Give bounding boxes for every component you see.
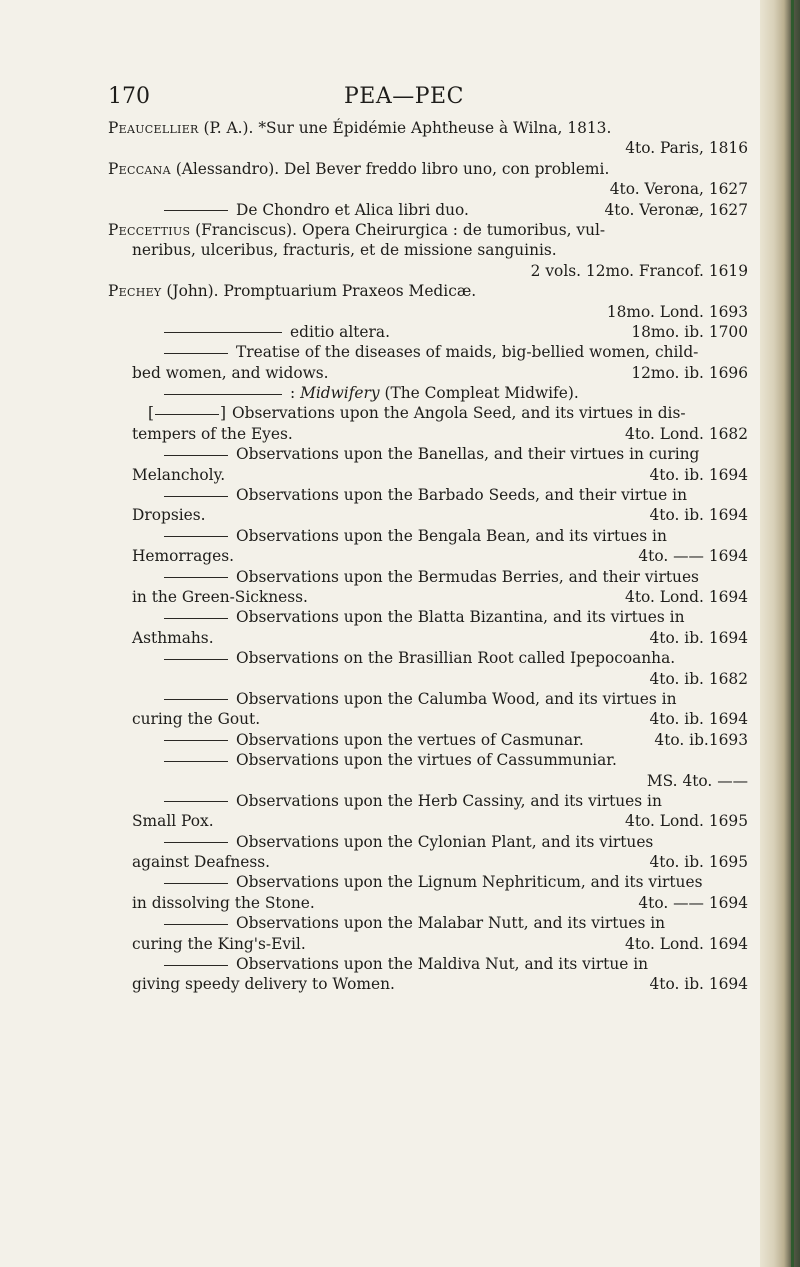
catalogue-entry [108, 607, 748, 648]
entry-text: (John). Promptuarium Praxeos Medicæ. [161, 282, 477, 301]
author-name: Peccana [108, 159, 171, 178]
entry-text: Observations upon the Barbado Seeds, and their virtue in [236, 486, 688, 505]
entry-text: Observations upon the Malabar Nutt, and its virtues in [236, 914, 666, 933]
entry-line [108, 281, 748, 301]
entry-line [108, 750, 748, 770]
entry-text: Observations upon the Cylonian Plant, and its virtues [236, 832, 654, 851]
book-spine-stripe [791, 0, 794, 1267]
catalogue-entry [108, 485, 748, 526]
entry-text: Observations upon the virtues of Cassummuniar. [236, 751, 617, 770]
entry-line [108, 444, 748, 464]
entry-text: 4to. Paris, 1816 [625, 139, 748, 158]
entry-line [108, 179, 748, 199]
author-name: Pechey [108, 282, 162, 301]
entry-line [108, 342, 748, 362]
entry-text: in the Green-Sickness. [132, 587, 308, 606]
entry-text: Observations upon the Calumba Wood, and its virtues in [236, 689, 677, 708]
author-name: Peccettius [108, 220, 191, 239]
entry-text: Dropsies. [132, 506, 206, 525]
entry-line [108, 730, 748, 750]
ditto-dash [164, 883, 228, 884]
ditto-dash [164, 536, 228, 537]
imprint: 4to. Veronæ, 1627 [604, 200, 748, 219]
entry-line [108, 974, 748, 994]
entry-text: Observations upon the Herb Cassiny, and its virtues in [236, 791, 662, 810]
catalogue-entry [108, 118, 748, 159]
entry-line [108, 424, 748, 444]
entry-line [108, 648, 748, 668]
entry-line [108, 954, 748, 974]
ditto-dash [164, 618, 228, 619]
entry-line [108, 465, 748, 485]
imprint: 4to. ib.1693 [654, 730, 748, 749]
entry-line [108, 159, 748, 179]
ditto-dash [164, 699, 228, 700]
entry-line [108, 832, 748, 852]
imprint: 4to. ib. 1695 [649, 853, 748, 872]
entry-text: Observations upon the Angola Seed, and its virtues in dis- [232, 404, 686, 423]
catalogue-entry [108, 444, 748, 485]
entry-line [108, 485, 748, 505]
entry-line [108, 138, 748, 158]
entry-line [108, 363, 748, 383]
catalogue-entry [108, 832, 748, 873]
catalogue-entry [108, 159, 748, 200]
entry-line [108, 118, 748, 138]
entry-text: tempers of the Eyes. [132, 424, 293, 443]
ditto-dash [164, 842, 228, 843]
ditto-dash [164, 353, 228, 354]
entry-line [108, 240, 748, 260]
catalogue-entry [108, 220, 748, 281]
entry-text: bed women, and widows. [132, 363, 329, 382]
entry-text: Observations upon the Blatta Bizantina, and its virtues in [236, 608, 685, 627]
entry-line [108, 200, 748, 220]
entry-text: Observations upon the Bengala Bean, and its virtues in [236, 526, 667, 545]
ditto-dash [164, 740, 228, 741]
entry-text: curing the Gout. [132, 710, 261, 729]
catalogue-entry [108, 403, 748, 444]
entry-line [108, 709, 748, 729]
entry-text: Small Pox. [132, 812, 214, 831]
book-spine-edge [760, 0, 800, 1267]
catalogue-entry [108, 954, 748, 995]
ditto-dash [164, 577, 228, 578]
entry-text: (Alessandro). Del Bever freddo libro uno, con problemi. [170, 159, 610, 178]
entry-line [108, 913, 748, 933]
entry-text: editio altera. [290, 322, 390, 341]
catalogue-entry [108, 750, 748, 791]
catalogue-entry [108, 383, 748, 403]
entry-line [108, 383, 748, 403]
catalogue-entry [108, 791, 748, 832]
imprint: 4to. —— 1694 [638, 893, 748, 912]
imprint: 4to. Lond. 1694 [625, 934, 748, 953]
imprint: 18mo. ib. 1700 [631, 322, 748, 341]
entry-line [108, 567, 748, 587]
ditto-dash [164, 496, 228, 497]
running-head: PEA—PEC [344, 84, 464, 109]
ditto-dash [164, 455, 228, 456]
catalogue-entry [108, 526, 748, 567]
entry-text: Observations on the Brasillian Root called Ipepocoanha. [236, 649, 676, 668]
entry-text: Hemorrages. [132, 547, 235, 566]
entry-line [108, 302, 748, 322]
entry-line [108, 261, 748, 281]
entry-text: De Chondro et Alica libri duo. [236, 200, 469, 219]
ditto-dash [164, 332, 282, 333]
entry-line [108, 403, 748, 423]
entry-text: Asthmahs. [132, 628, 214, 647]
entry-text: curing the King's-Evil. [132, 934, 306, 953]
entry-line [108, 689, 748, 709]
entry-text: Observations upon the vertues of Casmunar. [236, 730, 584, 749]
entry-line [108, 669, 748, 689]
entry-text: in dissolving the Stone. [132, 893, 315, 912]
author-name: Peaucellier [108, 119, 199, 137]
entry-line [108, 526, 748, 546]
entry-text: (Franciscus). Opera Cheirurgica : de tumoribus, vul- [190, 220, 606, 239]
catalogue-entry [108, 281, 748, 322]
imprint: 4to. Lond. 1695 [625, 812, 748, 831]
entry-text: Melancholy. [132, 465, 226, 484]
catalogue-entry [108, 872, 748, 913]
entry-line [108, 546, 748, 566]
imprint: 4to. Lond. 1682 [625, 424, 748, 443]
imprint: 4to. ib. 1694 [649, 506, 748, 525]
ditto-dash [164, 965, 228, 966]
entry-line [108, 893, 748, 913]
entry-line [108, 587, 748, 607]
entry-text: neribus, ulceribus, fracturis, et de missione sanguinis. [132, 241, 557, 260]
imprint: 12mo. ib. 1696 [631, 363, 748, 382]
entry-line [108, 852, 748, 872]
ditto-dash [164, 761, 228, 762]
page-number: 170 [108, 84, 150, 109]
entry-text: MS. 4to. —— [646, 771, 748, 790]
entry-text: 4to. Verona, 1627 [609, 180, 748, 199]
entry-line [108, 322, 748, 342]
catalogue-entry [108, 648, 748, 689]
entry-line [108, 811, 748, 831]
ditto-dash [164, 924, 228, 925]
entry-line [108, 220, 748, 240]
ditto-dash [164, 394, 282, 395]
entry-text: 4to. ib. 1682 [649, 669, 748, 688]
catalogue-entry [108, 342, 748, 383]
catalogue-entry [108, 730, 748, 750]
imprint: 4to. ib. 1694 [649, 628, 748, 647]
catalogue-entry [108, 200, 748, 220]
entry-text: 18mo. Lond. 1693 [606, 302, 748, 321]
catalogue-entry [108, 322, 748, 342]
entry-text: Observations upon the Bermudas Berries, and their virtues [236, 567, 699, 586]
imprint: 4to. ib. 1694 [649, 975, 748, 994]
entry-line [108, 872, 748, 892]
entry-line [108, 791, 748, 811]
entry-text: Observations upon the Maldiva Nut, and its virtue in [236, 955, 649, 974]
entry-text: Treatise of the diseases of maids, big-bellied women, child- [236, 343, 699, 362]
entry-line [108, 607, 748, 627]
entry-text: Observations upon the Banellas, and their virtues in curing [236, 445, 700, 464]
imprint: 4to. Lond. 1694 [625, 587, 748, 606]
catalogue-entry [108, 689, 748, 730]
entry-text: : Midwifery (The Compleat Midwife). [290, 384, 579, 403]
entry-text: against Deafness. [132, 853, 271, 872]
ditto-dash [164, 659, 228, 660]
entry-text: (P. A.). *Sur une Épidémie Aphtheuse à Wilna, 1813. [198, 119, 612, 137]
entry-text: giving speedy delivery to Women. [132, 975, 395, 994]
ditto-dash [164, 801, 228, 802]
entry-line [108, 934, 748, 954]
ditto-dash [164, 210, 228, 211]
entry-text: Observations upon the Lignum Nephriticum, and its virtues [236, 873, 703, 892]
imprint: 4to. ib. 1694 [649, 465, 748, 484]
catalogue-entries [108, 118, 748, 995]
page-header [108, 84, 748, 114]
imprint: 4to. ib. 1694 [649, 710, 748, 729]
entry-line [108, 771, 748, 791]
entry-line [108, 505, 748, 525]
imprint: 4to. —— 1694 [638, 547, 748, 566]
catalogue-entry [108, 913, 748, 954]
catalogue-entry [108, 567, 748, 608]
entry-text: 2 vols. 12mo. Francof. 1619 [530, 261, 748, 280]
entry-line [108, 628, 748, 648]
bracketed-ditto: [ ] [148, 404, 227, 423]
